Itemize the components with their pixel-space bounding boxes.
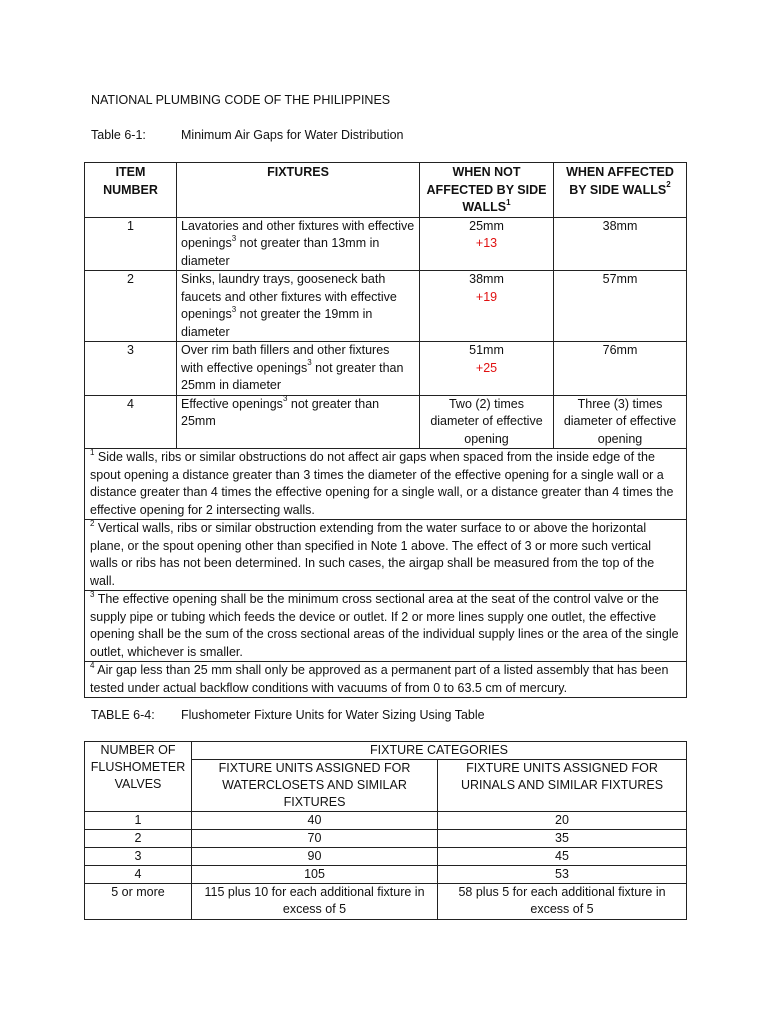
table-row [85,848,687,866]
watercloset-units: 90 [192,848,438,866]
not-affected-value: 25mm +13 [420,217,554,271]
header-urinals: FIXTURE UNITS ASSIGNED FOR URINALS AND SIMILAR FIXTURES [438,760,687,812]
air-gap-table [84,162,687,698]
red-annotation: +25 [475,360,498,375]
watercloset-units: 70 [192,830,438,848]
table2-number: TABLE 6-4: [91,708,155,722]
valves-count: 3 [85,848,192,866]
header-valves: NUMBER OF FLUSHOMETER VALVES [85,742,192,812]
header-fixtures: FIXTURES [177,163,420,218]
table1-caption [91,128,404,142]
footnote-row [85,591,687,662]
page-title: NATIONAL PLUMBING CODE OF THE PHILIPPINES [91,93,391,107]
fixture-description: Lavatories and other fixtures with effective openings$^3$ not greater than 13mm in diameter [177,217,420,271]
watercloset-units: 115 plus 10 for each additional fixture in excess of 5 [192,884,438,920]
footnote-2: $^2$ Vertical walls, ribs or similar obstruction extending from the water surface to or above the horizontal plane, or the spout opening other than specified in Note 1 above. The effect of 3 or more such vertical walls or ribs has not been determined. In such cases, the airgap shall be measured from the top of the wall. [85,520,687,591]
fixture-description: Sinks, laundry trays, gooseneck bath faucets and other fixtures with effective openings$^3$ not greater the 19mm in diameter [177,271,420,342]
urinal-units: 53 [438,866,687,884]
fixture-description: Effective openings$^3$ not greater than 25mm [177,395,420,449]
urinal-units: 20 [438,812,687,830]
footnote-1: $^1$ Side walls, ribs or similar obstructions do not affect air gaps when spaced from the inside edge of the spout opening a distance greater than 3 times the diameter of the effective opening for a single wall or a distance greater than 4 times the effective opening for a single wall, or a distance greater than 4 times the effective opening for 2 intersecting walls. [85,449,687,520]
table1-number: Table 6-1: [91,128,146,142]
footnote-row [85,520,687,591]
table-row [85,271,687,342]
urinal-units: 45 [438,848,687,866]
footnote-3: $^3$ The effective opening shall be the minimum cross sectional area at the seat of the control valve or the supply pipe or tubing which feeds the device or outlet. If 2 or more lines supply one outlet, the effective opening shall be the sum of the cross sectional areas of the individual supply lines or the area of the single outlet, whichever is smaller. [85,591,687,662]
item-number: 2 [85,271,177,342]
urinal-units: 58 plus 5 for each additional fixture in excess of 5 [438,884,687,920]
not-affected-value: 51mm +25 [420,342,554,396]
footnote-4: $^4$ Air gap less than 25 mm shall only be approved as a permanent part of a listed assembly that has been tested under actual backflow conditions with vacuums of from 0 to 63.5 cm of mercury. [85,662,687,698]
valves-count: 2 [85,830,192,848]
affected-value: 38mm [554,217,687,271]
affected-value: 57mm [554,271,687,342]
urinal-units: 35 [438,830,687,848]
valves-count: 4 [85,866,192,884]
footnote-row [85,449,687,520]
table1-title: Minimum Air Gaps for Water Distribution [181,128,404,142]
affected-value: 76mm [554,342,687,396]
not-affected-value: Two (2) times diameter of effective opening [420,395,554,449]
header-not-affected: WHEN NOT AFFECTED BY SIDE WALLS$^1$ [420,163,554,218]
table-header-row [85,163,687,218]
table-row [85,884,687,920]
item-number: 1 [85,217,177,271]
flushometer-table [84,741,687,920]
table-row [85,217,687,271]
red-annotation: +19 [475,289,498,304]
not-affected-value: 38mm +19 [420,271,554,342]
fixture-description: Over rim bath fillers and other fixtures with effective openings$^3$ not greater than 25mm in diameter [177,342,420,396]
watercloset-units: 105 [192,866,438,884]
header-affected: WHEN AFFECTED BY SIDE WALLS$^2$ [554,163,687,218]
table2-title: Flushometer Fixture Units for Water Sizing Using Table [181,708,485,722]
valves-count: 1 [85,812,192,830]
red-annotation: +13 [475,236,498,250]
table-row [85,830,687,848]
header-item-number: ITEM NUMBER [85,163,177,218]
table-row [85,866,687,884]
table-row [85,395,687,449]
item-number: 4 [85,395,177,449]
table2-caption [91,708,485,722]
table-header-row [85,742,687,760]
header-waterclosets: FIXTURE UNITS ASSIGNED FOR WATERCLOSETS AND SIMILAR FIXTURES [192,760,438,812]
table-row [85,812,687,830]
item-number: 3 [85,342,177,396]
table-row [85,342,687,396]
valves-count: 5 or more [85,884,192,920]
header-fixture-categories: FIXTURE CATEGORIES [192,742,687,760]
affected-value: Three (3) times diameter of effective opening [554,395,687,449]
watercloset-units: 40 [192,812,438,830]
footnote-row [85,662,687,698]
